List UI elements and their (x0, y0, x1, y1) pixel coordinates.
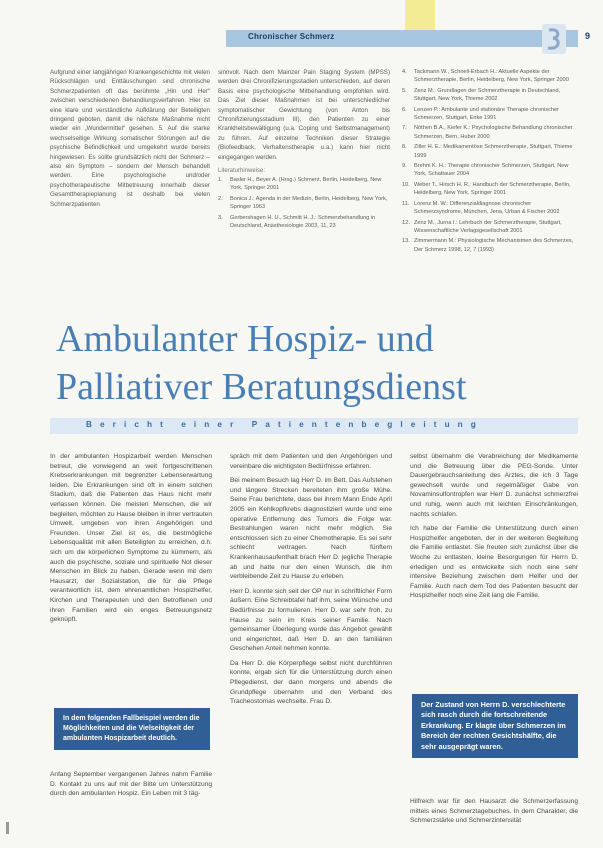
paragraph: In der ambulanten Hospizarbeit werden Menschen betreut, die vorwiegend an weit fortgeschrittenen Krebserkrankungen mit begrenzter Lebenserwartung leiden. Die Erkrankungen sind oft in einem solchen Stadium, daß die Patienten das Haus nicht mehr verlassen können. Die meisten Menschen, die wir begleiten, möchten zu Hause bleiben in ihrer vertrauten Umwelt, umgeben von ihren Angehörigen und Freunden. Unser Ziel ist es, die bestmögliche Lebensqualität mit allen Beteiligten zu erreichen, d.h. sich um die körperlichen Symptome zu kümmern, als auch die psychische, soziale und spirituelle Not dieser Menschen im Blick zu haben. Gerade wenn mit dem Hausarzt, der Sozialstation, die für die Pflege verantwortlich ist, dem ehrenamtlichen Hospizhelfer, Kirchen und Therapeuten und den Betroffenen und ihren Familien wird ein enges Betreuungsnetz geknüpft. (50, 453, 213, 624)
reference-text: Gerbershagen H. U., Schmitt H. J.: Schmerzbehandlung in Deutschland, Anästhesiologie 2003, 11, 23 (230, 214, 376, 230)
body-column-2 (230, 452, 392, 712)
reference-item (402, 162, 578, 179)
body-column-1-continued (50, 770, 212, 804)
reference-item (402, 124, 578, 141)
reference-item (218, 176, 390, 193)
paragraph: Da Herr D. die Körperpflege selbst nicht durchführen konnte, ergab sich für die Unterstützung durch einen Pflegedienst, der dann morgens und abends die Grundpflege übernahm und den Verband des Tracheostomas wechselte. Frau D. (230, 659, 392, 706)
reference-item (402, 143, 578, 160)
reference-text: Lenzen P.: Ambulante und stationäre Therapie chronischer Schmerzen, Stuttgart, Enke 1991 (414, 106, 560, 122)
reference-number: 13. (402, 238, 410, 245)
paragraph: Herr D. konnte sich seit der OP nur in schriftlicher Form äußern. Eine Schreibtafel half ihm, seine Wünsche und Bedürfnisse zu formulieren. Herr D. war sehr froh, zu Hause zu sein im Kreis seiner Familie. Nach gemeinsamer Überlegung wurde das Angebot gewählt und eingerichtet, daß Herr D. an den familiären Geschehen Anteil nehmen konnte. (230, 587, 392, 653)
reference-number: 12. (402, 219, 410, 226)
reference-item (402, 87, 578, 104)
reference-text: Weber T., Hirsch H. R.: Handbuch der Schmerztherapie, Berlin, Heidelberg, New York, Springer 2001 (414, 181, 571, 197)
body-column-1 (50, 452, 212, 630)
reference-text: Nöthen B.A., Kiefer K.: Psychologische Behandlung chronischer Schmerzen, Bern, Huber 2000 (414, 125, 573, 140)
page-number: 9 (585, 31, 591, 41)
article-title (56, 315, 596, 411)
reference-number: 6. (402, 106, 407, 113)
paragraph: Ich habe der Familie die Unterstützung durch einen Hospizhelfer angeboten, der in der weiteren Begleitung die Familie entlastet. Sie freuten sich zunächst über die Woche zu entlasten, kleine Besorgungen für Herrn D. erledigen und es entwickelte sich noch eine sehr intensive Beziehung zwischen dem Helfer und der Familie. Auch nach dem Tod des Patienten besucht der Hospizhelfer noch eine Zeit lang die Familie. (410, 525, 578, 600)
body-column-3-continued (410, 797, 578, 831)
logo-icon (540, 22, 568, 56)
reference-text: Basler H., Beyer A. (Hrsg.) Schmerz, Berlin, Heidelberg, New York, Springer 2001 (230, 177, 382, 192)
reference-item (402, 219, 578, 236)
margin-mark (6, 822, 9, 834)
top-column-2 (218, 68, 390, 233)
reference-list (402, 68, 578, 254)
reference-text: Bonica J.: Agenda in der Medizin, Berlin, Heidelberg, New York, Springer 1963 (230, 195, 388, 211)
paragraph: selbst übernahm die Verabreichung der Medikamente und die Betreuung über die PEG-Sonde. Unter Dauergebrauchsanleitung des Arztes, die ich 3 Tage gewechselt wurde und regelmäßiger Gabe von Novaminsulfontropfen war Herr D. zunächst schmerzfrei und ruhig, wenn auch mit leichten Einschränkungen, nachts schlafen. (410, 453, 578, 518)
article-title-line-1: Ambulanter Hospiz- und (56, 318, 434, 360)
literature-heading: Literaturhinweise: (218, 168, 266, 175)
callout-left: In dem folgenden Fallbeispiel werden die Möglichkeiten und die Vielseitigkeit der ambulanten Hospizarbeit deutlich. (54, 708, 210, 750)
reference-text: Ziller H. E.: Medikamentöse Schmerztherapie, Stuttgart, Thieme 1999 (414, 144, 573, 159)
reference-item (218, 214, 390, 231)
sticky-note (405, 0, 435, 30)
literature-list (218, 176, 390, 230)
article-subtitle: Bericht einer Patientenbegleitung (86, 420, 484, 429)
reference-number: 8. (402, 144, 407, 151)
reference-number: 2. (218, 195, 223, 202)
paragraph: Hilfreich war für den Hausarzt die Schmerzerfassung mittels eines Schmerztagebuches. In dem Charakter, die Schmerzstärke und Schmerzintensität (410, 798, 578, 825)
reference-item (402, 200, 578, 217)
top-column-3 (402, 68, 578, 256)
reference-number: 9. (402, 163, 407, 170)
reference-number: 5. (402, 87, 407, 94)
reference-text: Zenz M., Jurna I.: Lehrbuch der Schmerztherapie, Stuttgart, Wissenschaftliche Verlagsgesellschaft 2001 (414, 219, 562, 234)
top-column-2-text: sinnvoll. Nach dem Mainzer Pain Staging System (MPSS) werden drei Chronifizierungsstadien unterschieden, auf deren Basis eine psychologische Mitbehandlung empfohlen wird. Das Ziel dieser Maßnahmen ist bei unterschiedlicher symptomatischer Gewichtung (von Anton bis Chronifizierungsstadium III), den Patienten zu einer Krankheitsbewältigung (u.a. Coping und Selbstmanagement) zu führen. Auf einzelne Techniken dieser Strategie (Biofeedback, Verhaltenstherapie u.a.) kann hier nicht eingegangen werden. (218, 69, 390, 161)
paragraph: spräch mit dem Patienten und den Angehörigen und vereinbare die wichtigsten Bedürfnisse erfahren. (230, 453, 392, 470)
reference-text: Zenz M.: Grundlagen der Schmerztherapie in Deutschland, Stuttgart, New York, Thieme 2002 (414, 87, 561, 103)
paragraph: Bei meinem Besuch lag Herr D. im Bett. Das Aufstehen und längere Strecken bereiteten ihm große Mühe. Seine Frau berichtete, dass bei ihrem Mann Ende April 2005 ein Kehlkopfkrebs diagnostiziert wurde und eine operative Entfernung des Tumors die Folge war. Bestrahlungen waren nicht mehr möglich. Sie entschlossen sich zu einer Chemotherapie. Es sei sehr schlecht vertragen. Nach fünftem Krankenhausaufenthalt brach Herr D. jegliche Therapie ab und hatte nur den einen Wunsch, die ihm verbleibende Zeit zu Hause zu erleben. (230, 477, 392, 581)
reference-text: Zimmermann M.: Physiologische Mechanismen des Schmerzes, Der Schmerz 1998, 12, 7 (1993) (414, 238, 574, 253)
article-title-line-2: Palliativer Beratungsdienst (56, 366, 467, 408)
reference-number: 10. (402, 181, 410, 188)
reference-item (218, 195, 390, 212)
reference-item (402, 237, 578, 254)
reference-item (402, 68, 578, 85)
paragraph: Anfang September vergangenen Jahres nahm Familie D. Kontakt zu uns auf mit der Bitte um Unterstützung durch den ambulanten Hospiz. Ein Leben mit 3 täg- (50, 771, 212, 798)
reference-number: 3. (218, 214, 223, 221)
reference-item (402, 106, 578, 123)
callout-right: Der Zustand von Herrn D. verschlechterte sich rasch durch die fortschreitende Erkrankung. Er klagte über Schmerzen im Bereich der rechten Gesichtshälfte, die sehr ausgeprägt waren. (412, 694, 578, 758)
body-column-3 (410, 452, 578, 606)
reference-text: Brehm K. H.: Therapie chronischer Schmerzen, Stuttgart, New York, Schattauer 2004 (414, 163, 569, 178)
section-title: Chronischer Schmerz (248, 32, 335, 41)
top-column-1: Aufgrund einer langjährigen Krankengeschichte mit vielen Rückschlägen und Enttäuschungen sind chronische Schmerzpatienten oft das berühmte „Hin und Her“ zwischen verschiedenen Behandlungsverfahren. Hier ist eine klare und verständliche Aufklärung der Beteiligten dringend geboten, damit die nächste Maßnahme nicht wieder ein „Wundermittel“ gesehen. 5. Auf die starke wechselseitige Wirkung somatischer Störungen auf die psychische Befindlichkeit und umgekehrt wurde bereits hingewiesen. Es sollte grundsätzlich nicht der Schmerz – also ein Symptom – sondern der Mensch behandelt werden. Eine psychologische und/oder psychotherapeutische Mitbetreuung innerhalb dieser Gesamttherapieplanung ist deshalb bei vielen Schmerzpatienten (50, 69, 210, 208)
reference-number: 1. (218, 177, 223, 184)
reference-number: 11. (402, 200, 410, 207)
reference-text: Lorenz M. W.: Differenzialdiagnose chronischer Schmerzsyndrome, München, Jena, Urban & Fischer 2002 (414, 200, 560, 216)
reference-text: Tackmann W., Schnell-Erbach H.: Aktuelle Aspekte der Schmerztherapie, Berlin, Heidelberg, New York, Springer 2000 (414, 69, 569, 84)
reference-item (402, 181, 578, 198)
reference-number: 7. (402, 125, 407, 132)
reference-number: 4. (402, 69, 407, 75)
